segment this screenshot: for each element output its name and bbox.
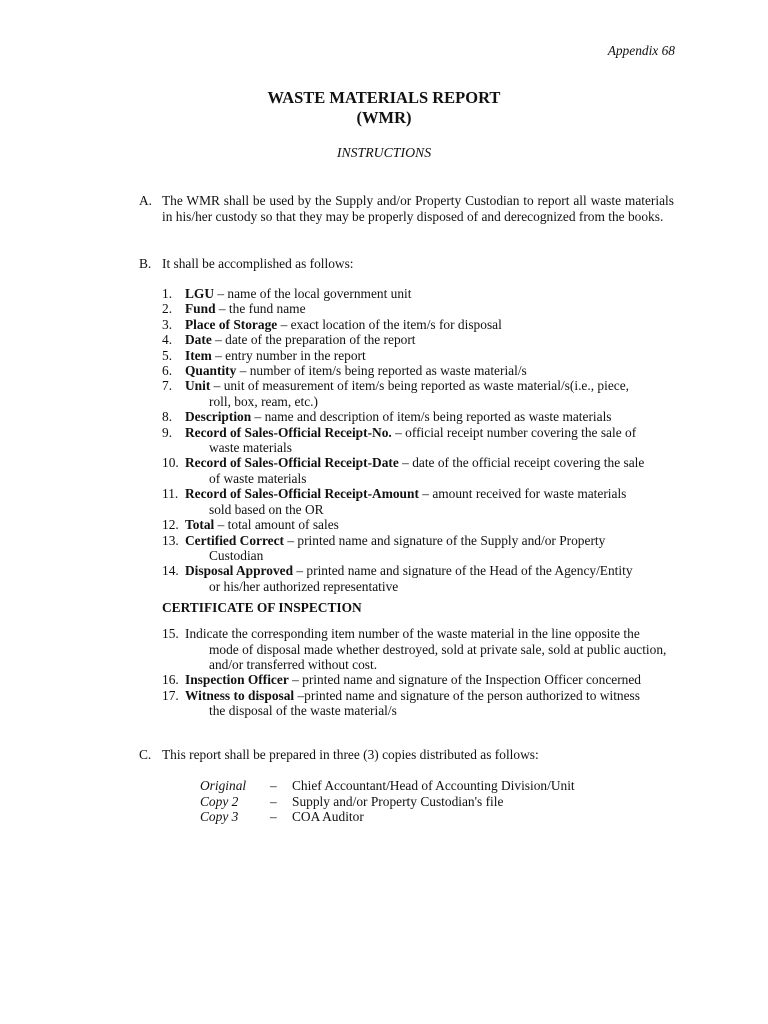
item-number: 11. [162,486,179,502]
section-c-text: This report shall be prepared in three (3) copies distributed as follows: [162,747,539,762]
section-b-text: It shall be accomplished as follows: [162,256,354,271]
item-term: Quantity [185,363,237,379]
item-number: 1. [162,286,173,301]
item-body [185,533,674,548]
item-description: – unit of measurement of item/s being reported as waste material/s(i.e., piece, [210,378,629,394]
item-description: – amount received for waste materials [418,486,627,502]
item-description: – name of the local government unit [214,286,412,301]
item-body [185,317,674,332]
copy-dest: Chief Accountant/Head of Accounting Division/Unit [292,778,575,793]
item-body [185,348,674,363]
item-description: Indicate the corresponding item number of the waste material in the line opposite the [185,626,640,642]
item-number: 17. [162,687,179,703]
list-item [162,486,674,517]
copy-row [200,794,672,810]
item-term: Place of Storage [185,316,278,332]
item-number: 2. [162,301,173,317]
section-c-letter: C. [139,747,152,762]
item-body [185,425,674,440]
copy-label: Copy 2 [200,793,239,809]
list-item [162,455,674,486]
item-body [185,455,674,470]
item-term: Record of Sales-Official Receipt-Date [185,455,399,471]
item-term: Unit [185,378,211,394]
copy-dest: COA Auditor [292,809,364,824]
list-item [162,332,674,347]
item-body [185,563,674,578]
item-description: – exact location of the item/s for disposal [277,316,502,332]
item-body [185,332,674,347]
item-description: – printed name and signature of the Head of the Agency/Entity [293,563,633,579]
item-body [185,286,674,301]
item-term: Record of Sales-Official Receipt-Amount [185,486,419,502]
item-description: – date of the preparation of the report [211,332,416,348]
item-body [185,517,674,532]
item-number: 8. [162,409,173,425]
section-a-text: The WMR shall be used by the Supply and/or Property Custodian to report all waste materials in his/her custody so that they may be properly disposed of and derecognized from the books. [162,193,674,224]
item-body [185,672,674,687]
list-item [162,672,674,687]
list-item [162,626,674,672]
list-item [162,348,674,363]
copy-label: Copy 3 [200,809,239,824]
item-description: – printed name and signature of the Inspection Officer concerned [288,672,642,688]
item-description: – printed name and signature of the Supply and/or Property [284,532,606,548]
list-item [162,517,674,532]
item-number: 7. [162,378,173,394]
item-number: 6. [162,363,173,379]
item-description: – official receipt number covering the sale of [391,424,637,440]
item-term: Description [185,409,252,425]
report-title: WASTE MATERIALS REPORT [267,88,501,107]
item-number: 3. [162,316,173,332]
item-term: Fund [185,301,216,317]
item-number: 9. [162,424,173,440]
copy-row [200,778,672,794]
list-item [162,317,674,332]
item-number: 14. [162,563,179,579]
item-description: – date of the official receipt covering the sale [398,455,645,471]
instruction-list [162,286,674,719]
item-term: Total [185,517,215,533]
item-list [162,286,674,594]
copy-dash: – [270,793,277,809]
list-item [162,363,674,378]
item-term: Inspection Officer [185,672,289,688]
list-item [162,286,674,301]
item-term: Date [185,332,212,348]
item-description: – entry number in the report [211,347,366,363]
section-b-letter: B. [139,256,152,271]
certificate-heading: CERTIFICATE OF INSPECTION [162,600,362,616]
item-body [185,626,674,641]
item-number: 13. [162,532,179,548]
item-description: – the fund name [215,301,306,317]
list-item [162,378,674,409]
item-term: Certified Correct [185,532,285,548]
item-continuation: sold based on the OR [209,501,324,517]
item-body [185,486,674,501]
item-number: 4. [162,332,173,348]
item-body [185,409,674,424]
section-a-letter: A. [139,193,153,208]
item-continuation: mode of disposal made whether destroyed, sold at private sale, sold at public auction, and/or transferred without cost. [209,641,667,672]
item-continuation: waste materials [209,440,292,456]
item-continuation: roll, box, ream, etc.) [209,393,318,409]
item-description: –printed name and signature of the person authorized to witness [294,687,640,703]
copy-dash: – [270,778,277,793]
item-number: 10. [162,455,179,471]
list-item [162,563,674,594]
item-number: 5. [162,347,173,363]
instructions-heading: INSTRUCTIONS [336,145,432,160]
list-item [162,425,674,456]
report-abbreviation: (WMR) [356,108,412,127]
list-item [162,409,674,424]
copy-label: Original [200,778,247,793]
item-term: LGU [185,286,215,301]
item-body [185,363,674,378]
list-item [162,533,674,564]
item-number: 15. [162,626,179,642]
item-continuation: of waste materials [209,470,307,486]
item-term: Item [185,347,212,363]
item-number: 12. [162,517,179,533]
copy-dest: Supply and/or Property Custodian's file [292,793,504,809]
item-body [185,301,674,316]
appendix-label: Appendix 68 [607,43,675,58]
copies-distribution [200,778,672,825]
copy-dash: – [270,809,277,824]
item-continuation: the disposal of the waste material/s [209,703,397,719]
copy-row [200,809,672,825]
item-term: Disposal Approved [185,563,294,579]
item-term: Witness to disposal [185,687,295,703]
item-body [185,378,674,393]
item-description: – name and description of item/s being reported as waste materials [251,409,612,425]
item-number: 16. [162,672,179,688]
list-item [162,688,674,719]
item-body [185,688,674,703]
inspection-list [162,626,674,718]
item-term: Record of Sales-Official Receipt-No. [185,424,392,440]
item-continuation: Custodian [209,547,264,563]
item-description: – number of item/s being reported as waste material/s [236,363,527,379]
item-description: – total amount of sales [214,517,339,533]
item-continuation: or his/her authorized representative [209,578,399,594]
list-item [162,301,674,316]
